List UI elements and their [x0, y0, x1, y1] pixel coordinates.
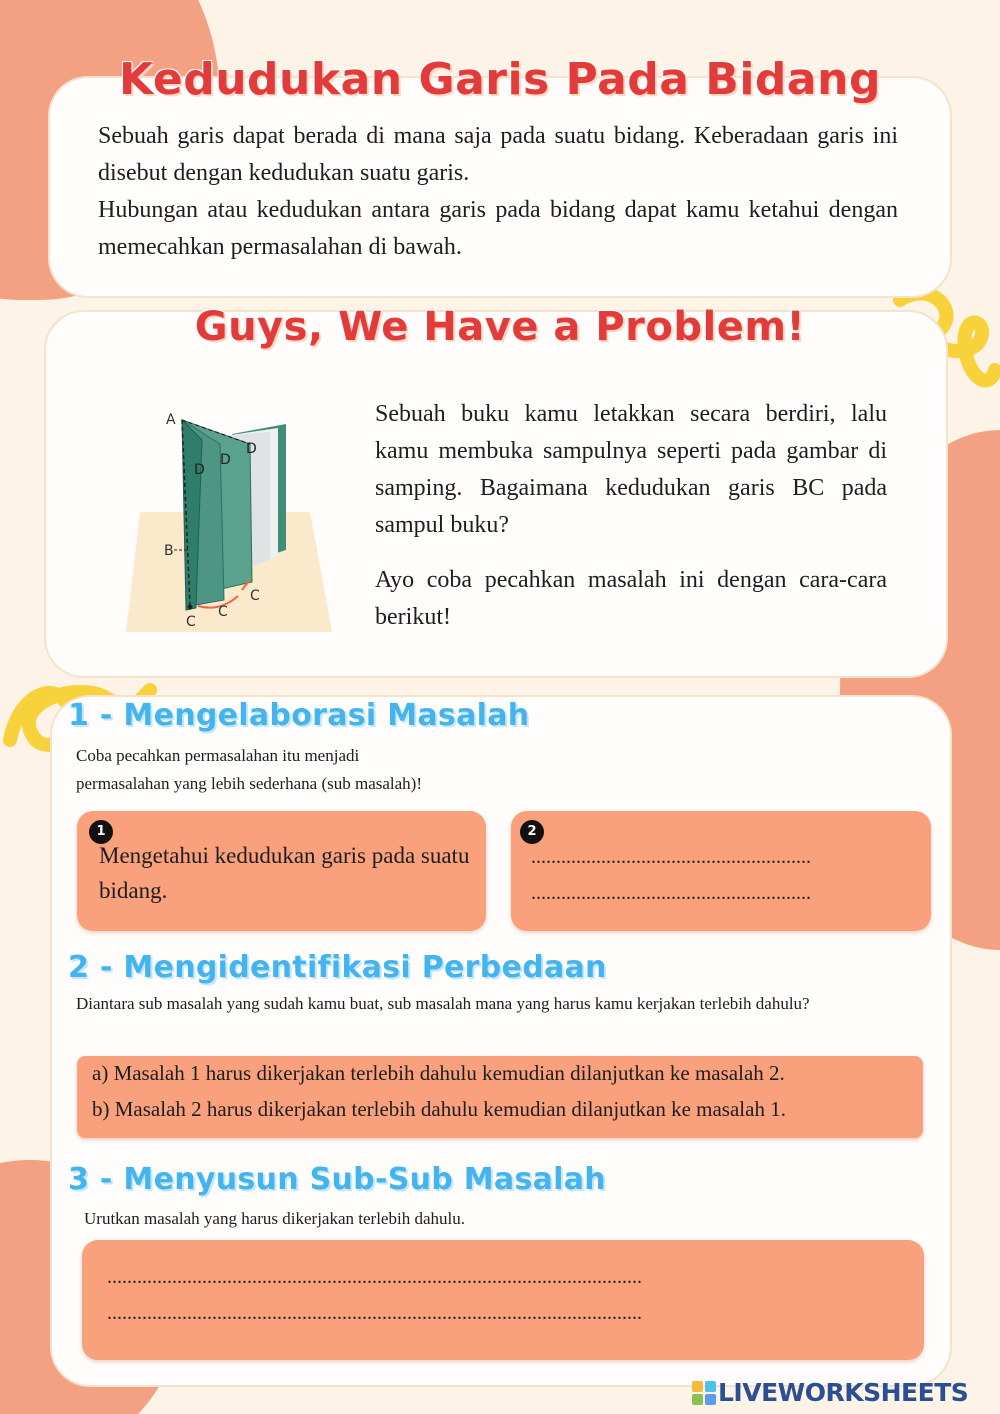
- figure-label-c3: C: [250, 588, 260, 604]
- intro-paragraph-1: Sebuah garis dapat berada di mana saja pada suatu bidang. Keberadaan garis ini disebut dengan kedudukan suatu garis.: [98, 123, 898, 186]
- figure-label-d3: D: [246, 441, 257, 457]
- sub-problem-2-answer-line-2[interactable]: ........................................................: [531, 882, 811, 904]
- sub-problem-2-answer-line-1[interactable]: ........................................................: [531, 846, 811, 868]
- ordering-answer-box: [82, 1240, 924, 1360]
- sub-problem-number-2: 2: [520, 820, 544, 844]
- problem-text-2: Ayo coba pecahkan masalah ini dengan cara-cara berikut!: [375, 567, 887, 630]
- section-2-instruction: Diantara sub masalah yang sudah kamu buat, sub masalah mana yang harus kamu kerjakan terlebih dahulu?: [76, 994, 810, 1013]
- problem-title: Guys, We Have a Problem!: [194, 304, 806, 350]
- figure-label-c1: C: [186, 614, 196, 630]
- figure-label-b: B: [164, 543, 174, 559]
- option-a[interactable]: a) Masalah 1 harus dikerjakan terlebih dahulu kemudian dilanjutkan ke masalah 2.: [92, 1061, 785, 1085]
- figure-label-c2: C: [218, 604, 228, 620]
- sub-problem-number-1: 1: [89, 820, 113, 844]
- section-3-instruction: Urutkan masalah yang harus dikerjakan terlebih dahulu.: [84, 1209, 465, 1228]
- liveworksheets-brand: LIVEWORKSHEETS: [718, 1378, 969, 1407]
- ordering-answer-line-2[interactable]: ...........................................................................................................: [107, 1302, 642, 1324]
- figure-label-d2: D: [220, 452, 231, 468]
- section-3-title: 3 - Menyusun Sub-Sub Masalah: [68, 1162, 606, 1197]
- section-1-instruction-line-1: Coba pecahkan permasalahan itu menjadi: [76, 746, 360, 765]
- sub-problem-box-2: [511, 811, 931, 931]
- liveworksheets-logo: [692, 1378, 968, 1407]
- problem-text-1: Sebuah buku kamu letakkan secara berdiri, lalu kamu membuka sampulnya seperti pada gambar di samping. Bagaimana kedudukan garis BC pada sampul buku?: [375, 401, 887, 538]
- sub-problem-text-1: Mengetahui kedudukan garis pada suatu bidang.: [99, 843, 470, 903]
- section-1-title: 1 - Mengelaborasi Masalah: [68, 698, 530, 733]
- figure-label-d1: D: [194, 462, 205, 478]
- liveworksheets-logo-icon: [692, 1381, 716, 1405]
- intro-paragraph-2: Hubungan atau kedudukan antara garis pada bidang dapat kamu ketahui dengan memecahkan permasalahan di bawah.: [98, 197, 898, 260]
- section-1-instruction-line-2: permasalahan yang lebih sederhana (sub masalah)!: [76, 774, 422, 793]
- page-title: Kedudukan Garis Pada Bidang: [119, 54, 881, 105]
- ordering-answer-line-1[interactable]: ...........................................................................................................: [107, 1266, 642, 1288]
- section-2-title: 2 - Mengidentifikasi Perbedaan: [68, 950, 607, 985]
- figure-label-a: A: [166, 412, 176, 428]
- option-b[interactable]: b) Masalah 2 harus dikerjakan terlebih dahulu kemudian dilanjutkan ke masalah 1.: [92, 1097, 786, 1121]
- book-figure: [120, 400, 340, 640]
